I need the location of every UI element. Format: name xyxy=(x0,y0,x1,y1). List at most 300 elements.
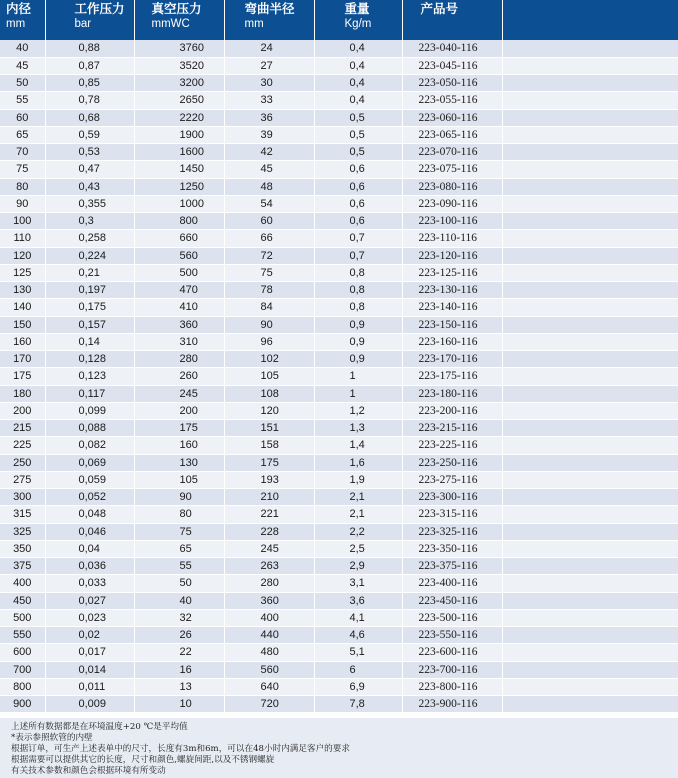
table-cell: 223-225-116 xyxy=(402,437,502,454)
table-cell: 223-120-116 xyxy=(402,247,502,264)
table-cell: 0,8 xyxy=(314,299,402,316)
footnotes xyxy=(0,718,678,778)
table-row xyxy=(0,540,678,557)
table-cell: 42 xyxy=(224,144,314,161)
table-cell: 223-250-116 xyxy=(402,454,502,471)
table-cell: 175 xyxy=(134,420,224,437)
table-cell: 0,3 xyxy=(45,213,134,230)
table-cell: 2220 xyxy=(134,109,224,126)
table-cell: 280 xyxy=(134,351,224,368)
table-row xyxy=(0,333,678,350)
table-cell: 560 xyxy=(134,247,224,264)
table-cell: 130 xyxy=(134,454,224,471)
table-cell: 0,027 xyxy=(45,592,134,609)
table-cell xyxy=(502,316,678,333)
table-cell xyxy=(502,109,678,126)
table-cell xyxy=(502,264,678,281)
table-cell: 1 xyxy=(314,385,402,402)
table-cell: 0,052 xyxy=(45,489,134,506)
table-cell: 108 xyxy=(224,385,314,402)
table-cell xyxy=(502,558,678,575)
table-cell: 0,123 xyxy=(45,368,134,385)
table-row xyxy=(0,351,678,368)
table-cell: 223-500-116 xyxy=(402,609,502,626)
table-cell: 90 xyxy=(134,489,224,506)
table-cell: 3,6 xyxy=(314,592,402,609)
table-cell: 223-140-116 xyxy=(402,299,502,316)
table-cell xyxy=(502,351,678,368)
table-cell: 0,117 xyxy=(45,385,134,402)
table-cell xyxy=(502,523,678,540)
table-cell: 0,9 xyxy=(314,333,402,350)
column-header-unit: mm xyxy=(244,18,264,30)
table-cell: 315 xyxy=(0,506,45,523)
table-cell: 0,4 xyxy=(314,92,402,109)
table-cell: 55 xyxy=(0,92,45,109)
table-row xyxy=(0,316,678,333)
table-cell xyxy=(502,195,678,212)
column-header-unit: Kg/m xyxy=(344,18,372,30)
table-cell: 60 xyxy=(224,213,314,230)
table-cell: 0,8 xyxy=(314,282,402,299)
table-row xyxy=(0,696,678,713)
table-cell: 400 xyxy=(0,575,45,592)
table-cell: 3520 xyxy=(134,57,224,74)
table-cell: 223-075-116 xyxy=(402,161,502,178)
table-cell: 70 xyxy=(0,144,45,161)
table-cell: 0,4 xyxy=(314,75,402,92)
table-cell: 2,9 xyxy=(314,558,402,575)
table-cell: 660 xyxy=(134,230,224,247)
column-header-title: 重量 xyxy=(344,2,370,16)
column-header xyxy=(314,0,402,40)
table-cell: 245 xyxy=(224,540,314,557)
table-cell: 150 xyxy=(0,316,45,333)
table-cell: 5,1 xyxy=(314,644,402,661)
table-row xyxy=(0,558,678,575)
table-row xyxy=(0,247,678,264)
table-cell: 50 xyxy=(0,75,45,92)
table-cell: 193 xyxy=(224,471,314,488)
table-cell: 65 xyxy=(0,126,45,143)
table-row xyxy=(0,592,678,609)
table-cell: 6,9 xyxy=(314,678,402,695)
table-cell: 223-600-116 xyxy=(402,644,502,661)
column-header xyxy=(402,0,502,40)
table-cell xyxy=(502,575,678,592)
table-cell: 32 xyxy=(134,609,224,626)
table-cell xyxy=(502,454,678,471)
table-cell: 223-055-116 xyxy=(402,92,502,109)
table-cell: 223-090-116 xyxy=(402,195,502,212)
table-cell xyxy=(502,540,678,557)
table-cell: 0,128 xyxy=(45,351,134,368)
table-row xyxy=(0,40,678,57)
table-cell: 200 xyxy=(0,402,45,419)
table-cell xyxy=(502,385,678,402)
table-cell: 0,258 xyxy=(45,230,134,247)
table-cell: 0,9 xyxy=(314,316,402,333)
table-cell: 0,197 xyxy=(45,282,134,299)
table-cell: 0,85 xyxy=(45,75,134,92)
table-cell: 263 xyxy=(224,558,314,575)
table-cell: 16 xyxy=(134,661,224,678)
table-cell: 223-350-116 xyxy=(402,540,502,557)
table-cell: 0,175 xyxy=(45,299,134,316)
table-cell: 65 xyxy=(134,540,224,557)
table-cell: 6 xyxy=(314,661,402,678)
table-cell xyxy=(502,402,678,419)
table-cell: 0,68 xyxy=(45,109,134,126)
table-row xyxy=(0,195,678,212)
table-cell: 3200 xyxy=(134,75,224,92)
table-body xyxy=(0,40,678,713)
table-cell: 223-150-116 xyxy=(402,316,502,333)
table-cell: 39 xyxy=(224,126,314,143)
table-cell: 800 xyxy=(0,678,45,695)
table-cell: 0,7 xyxy=(314,230,402,247)
table-cell: 0,069 xyxy=(45,454,134,471)
table-cell: 223-110-116 xyxy=(402,230,502,247)
table-row xyxy=(0,402,678,419)
table-cell: 640 xyxy=(224,678,314,695)
table-cell: 480 xyxy=(224,644,314,661)
table-cell: 223-900-116 xyxy=(402,696,502,713)
table-cell xyxy=(502,661,678,678)
table-cell: 120 xyxy=(0,247,45,264)
table-cell: 470 xyxy=(134,282,224,299)
table-cell: 310 xyxy=(134,333,224,350)
table-cell: 1000 xyxy=(134,195,224,212)
table-cell: 45 xyxy=(224,161,314,178)
table-row xyxy=(0,126,678,143)
table-cell: 60 xyxy=(0,109,45,126)
table-cell: 0,046 xyxy=(45,523,134,540)
table-cell: 130 xyxy=(0,282,45,299)
table-cell: 350 xyxy=(0,540,45,557)
footnote-line: 根据需要可以提供其它的长度，尺寸和颜色,螺旋间距,以及不锈钢螺旋 xyxy=(11,755,275,765)
table-cell: 84 xyxy=(224,299,314,316)
table-cell: 280 xyxy=(224,575,314,592)
table-cell: 410 xyxy=(134,299,224,316)
table-cell: 160 xyxy=(0,333,45,350)
table-cell xyxy=(502,144,678,161)
table-cell xyxy=(502,178,678,195)
table-cell: 180 xyxy=(0,385,45,402)
table-cell: 0,6 xyxy=(314,213,402,230)
table-cell: 140 xyxy=(0,299,45,316)
table-cell: 440 xyxy=(224,627,314,644)
table-row xyxy=(0,609,678,626)
table-cell: 50 xyxy=(134,575,224,592)
table-cell: 223-375-116 xyxy=(402,558,502,575)
table-cell: 223-400-116 xyxy=(402,575,502,592)
table-row xyxy=(0,75,678,92)
table-row xyxy=(0,264,678,281)
table-cell: 2650 xyxy=(134,92,224,109)
table-cell: 450 xyxy=(0,592,45,609)
table-cell: 48 xyxy=(224,178,314,195)
table-cell: 0,47 xyxy=(45,161,134,178)
table-cell xyxy=(502,75,678,92)
column-header-title: 真空压力 xyxy=(151,2,202,16)
table-cell: 0,048 xyxy=(45,506,134,523)
table-cell xyxy=(502,299,678,316)
table-cell: 0,5 xyxy=(314,144,402,161)
table-cell: 72 xyxy=(224,247,314,264)
table-cell: 223-450-116 xyxy=(402,592,502,609)
table-cell: 0,011 xyxy=(45,678,134,695)
table-cell: 500 xyxy=(134,264,224,281)
table-cell: 260 xyxy=(134,368,224,385)
header-row xyxy=(0,0,678,40)
table-cell xyxy=(502,678,678,695)
table-cell xyxy=(502,247,678,264)
table-cell: 375 xyxy=(0,558,45,575)
table-row xyxy=(0,109,678,126)
table-cell xyxy=(502,368,678,385)
table-cell xyxy=(502,489,678,506)
table-row xyxy=(0,230,678,247)
table-cell xyxy=(502,696,678,713)
table-cell xyxy=(502,282,678,299)
table-cell: 900 xyxy=(0,696,45,713)
table-cell: 105 xyxy=(224,368,314,385)
table-cell: 275 xyxy=(0,471,45,488)
table-cell: 223-100-116 xyxy=(402,213,502,230)
table-row xyxy=(0,57,678,74)
table-cell: 0,7 xyxy=(314,247,402,264)
table-cell: 105 xyxy=(134,471,224,488)
table-cell xyxy=(502,644,678,661)
table-cell: 4,6 xyxy=(314,627,402,644)
table-row xyxy=(0,144,678,161)
table-cell: 158 xyxy=(224,437,314,454)
table-cell: 0,5 xyxy=(314,109,402,126)
table-cell: 223-130-116 xyxy=(402,282,502,299)
column-header xyxy=(224,0,314,40)
table-cell: 360 xyxy=(134,316,224,333)
table-cell: 90 xyxy=(224,316,314,333)
table-cell: 223-800-116 xyxy=(402,678,502,695)
table-cell xyxy=(502,230,678,247)
table-cell xyxy=(502,627,678,644)
column-header-unit: bar xyxy=(74,18,92,30)
table-cell: 66 xyxy=(224,230,314,247)
table-cell: 45 xyxy=(0,57,45,74)
table-cell: 223-040-116 xyxy=(402,40,502,57)
table-cell xyxy=(502,40,678,57)
table-cell: 0,87 xyxy=(45,57,134,74)
table-cell: 0,59 xyxy=(45,126,134,143)
table-cell: 0,082 xyxy=(45,437,134,454)
table-cell: 223-060-116 xyxy=(402,109,502,126)
table-cell: 160 xyxy=(134,437,224,454)
table-row xyxy=(0,523,678,540)
table-cell: 80 xyxy=(134,506,224,523)
column-header-title: 工作压力 xyxy=(74,2,125,16)
table-cell xyxy=(502,92,678,109)
table-cell: 0,023 xyxy=(45,609,134,626)
table-row xyxy=(0,678,678,695)
table-cell: 223-200-116 xyxy=(402,402,502,419)
table-cell: 110 xyxy=(0,230,45,247)
table-cell: 223-050-116 xyxy=(402,75,502,92)
table-cell: 550 xyxy=(0,627,45,644)
table-cell: 215 xyxy=(0,420,45,437)
table-row xyxy=(0,506,678,523)
table-row xyxy=(0,178,678,195)
table-cell: 1,2 xyxy=(314,402,402,419)
table-cell: 0,88 xyxy=(45,40,134,57)
table-cell: 221 xyxy=(224,506,314,523)
table-header xyxy=(0,0,678,40)
table-cell: 3760 xyxy=(134,40,224,57)
table-cell: 223-125-116 xyxy=(402,264,502,281)
table-cell xyxy=(502,161,678,178)
table-row xyxy=(0,575,678,592)
table-cell: 0,009 xyxy=(45,696,134,713)
table-cell: 75 xyxy=(224,264,314,281)
table-cell: 0,036 xyxy=(45,558,134,575)
table-cell: 223-175-116 xyxy=(402,368,502,385)
table-cell: 75 xyxy=(0,161,45,178)
table-cell: 102 xyxy=(224,351,314,368)
table-cell: 0,8 xyxy=(314,264,402,281)
table-cell: 24 xyxy=(224,40,314,57)
table-cell: 400 xyxy=(224,609,314,626)
table-row xyxy=(0,368,678,385)
table-cell: 250 xyxy=(0,454,45,471)
table-cell: 1600 xyxy=(134,144,224,161)
table-cell: 0,6 xyxy=(314,161,402,178)
table-cell: 1900 xyxy=(134,126,224,143)
table-cell: 0,355 xyxy=(45,195,134,212)
table-cell: 700 xyxy=(0,661,45,678)
table-cell: 360 xyxy=(224,592,314,609)
table-cell: 75 xyxy=(134,523,224,540)
table-row xyxy=(0,437,678,454)
table-cell: 223-160-116 xyxy=(402,333,502,350)
table-cell: 0,6 xyxy=(314,178,402,195)
table-cell: 600 xyxy=(0,644,45,661)
table-cell: 223-300-116 xyxy=(402,489,502,506)
table-cell: 0,04 xyxy=(45,540,134,557)
table-cell: 1,6 xyxy=(314,454,402,471)
column-header xyxy=(0,0,45,40)
table-cell xyxy=(502,506,678,523)
table-cell: 0,224 xyxy=(45,247,134,264)
table-cell: 30 xyxy=(224,75,314,92)
table-cell xyxy=(502,592,678,609)
footnote-line: 有关技术参数和颜色会根据环境有所变动 xyxy=(11,766,166,776)
column-header-title: 内径 xyxy=(6,2,32,16)
table-cell: 1450 xyxy=(134,161,224,178)
table-cell: 300 xyxy=(0,489,45,506)
table-cell: 0,033 xyxy=(45,575,134,592)
table-cell: 0,14 xyxy=(45,333,134,350)
table-cell: 720 xyxy=(224,696,314,713)
table-cell: 0,059 xyxy=(45,471,134,488)
table-cell xyxy=(502,609,678,626)
footnote-line: *表示参照软管的内壁 xyxy=(11,733,93,743)
table-cell: 223-080-116 xyxy=(402,178,502,195)
table-row xyxy=(0,385,678,402)
table-row xyxy=(0,299,678,316)
table-row xyxy=(0,420,678,437)
table-cell: 1,3 xyxy=(314,420,402,437)
table-cell: 200 xyxy=(134,402,224,419)
table-cell: 0,43 xyxy=(45,178,134,195)
table-cell: 500 xyxy=(0,609,45,626)
table-cell: 1 xyxy=(314,368,402,385)
table-cell: 0,9 xyxy=(314,351,402,368)
table-cell: 7,8 xyxy=(314,696,402,713)
table-cell: 90 xyxy=(0,195,45,212)
table-cell: 800 xyxy=(134,213,224,230)
table-cell: 36 xyxy=(224,109,314,126)
table-cell: 0,157 xyxy=(45,316,134,333)
table-row xyxy=(0,627,678,644)
table-cell: 1,9 xyxy=(314,471,402,488)
table-cell: 40 xyxy=(0,40,45,57)
column-header xyxy=(45,0,134,40)
footnote-line: 上述所有数据都是在环境温度+20 ℃是平均值 xyxy=(11,722,188,732)
table-cell: 223-325-116 xyxy=(402,523,502,540)
table-cell: 80 xyxy=(0,178,45,195)
table-cell xyxy=(502,213,678,230)
table-row xyxy=(0,644,678,661)
table-cell: 175 xyxy=(224,454,314,471)
table-row xyxy=(0,489,678,506)
table-cell: 0,4 xyxy=(314,40,402,57)
table-cell: 223-070-116 xyxy=(402,144,502,161)
table-cell xyxy=(502,437,678,454)
table-cell: 0,02 xyxy=(45,627,134,644)
table-cell: 100 xyxy=(0,213,45,230)
table-cell: 225 xyxy=(0,437,45,454)
table-cell: 13 xyxy=(134,678,224,695)
table-cell: 223-170-116 xyxy=(402,351,502,368)
table-cell: 325 xyxy=(0,523,45,540)
column-header-unit: mmWC xyxy=(151,18,190,30)
table-cell: 223-550-116 xyxy=(402,627,502,644)
table-cell: 560 xyxy=(224,661,314,678)
table-cell: 4,1 xyxy=(314,609,402,626)
table-cell: 245 xyxy=(134,385,224,402)
table-cell: 55 xyxy=(134,558,224,575)
table-cell: 0,088 xyxy=(45,420,134,437)
table-cell: 210 xyxy=(224,489,314,506)
table-cell: 228 xyxy=(224,523,314,540)
table-cell: 125 xyxy=(0,264,45,281)
table-cell: 0,014 xyxy=(45,661,134,678)
table-cell: 170 xyxy=(0,351,45,368)
table-cell: 223-215-116 xyxy=(402,420,502,437)
column-header xyxy=(502,0,678,40)
table-cell: 1,4 xyxy=(314,437,402,454)
table-cell: 223-700-116 xyxy=(402,661,502,678)
table-cell: 2,2 xyxy=(314,523,402,540)
table-cell: 10 xyxy=(134,696,224,713)
table-cell: 0,21 xyxy=(45,264,134,281)
table-cell: 223-065-116 xyxy=(402,126,502,143)
table-cell: 40 xyxy=(134,592,224,609)
table-row xyxy=(0,213,678,230)
table-row xyxy=(0,161,678,178)
column-header-title: 弯曲半径 xyxy=(244,2,295,16)
table-cell: 0,017 xyxy=(45,644,134,661)
